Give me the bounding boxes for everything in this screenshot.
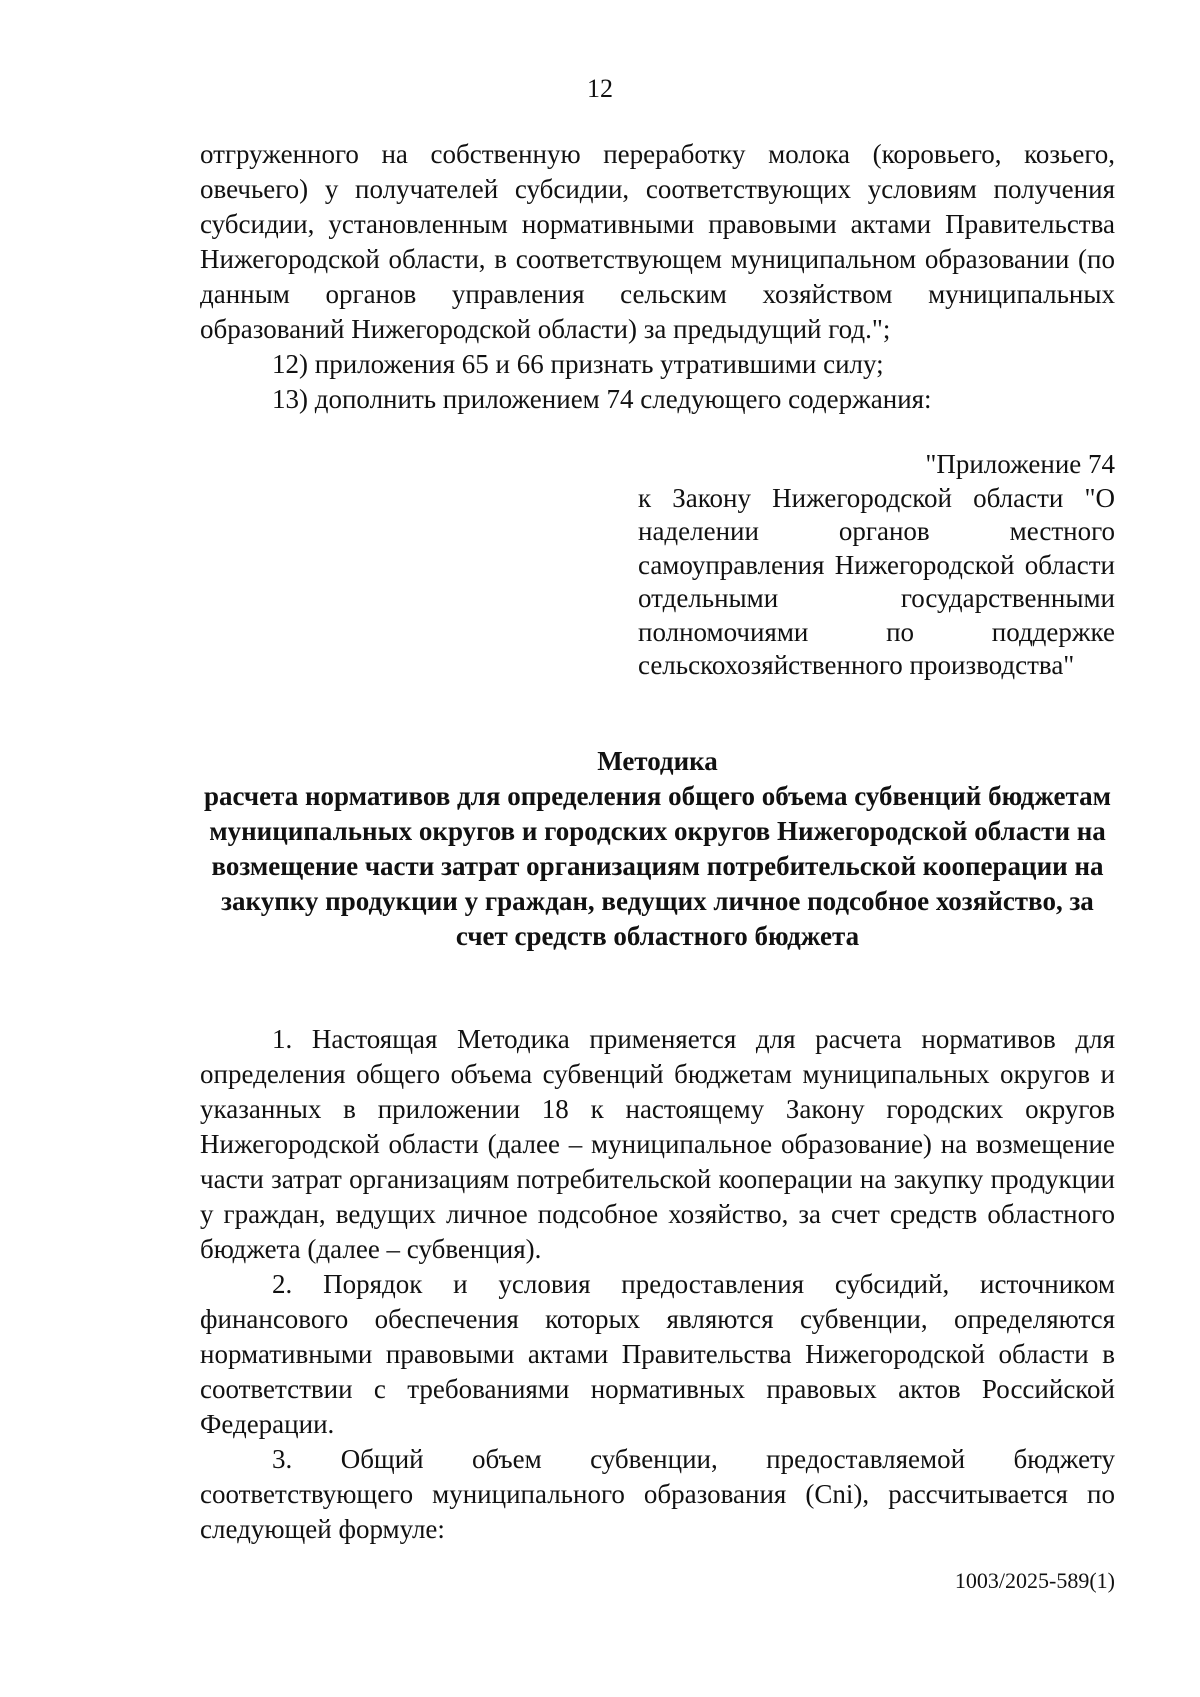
item-12: 12) приложения 65 и 66 признать утратившими силу; [272,349,884,379]
page-number: 12 [587,74,613,103]
methodology-heading: Методика [597,746,718,776]
clause-1: 1. Настоящая Методика применяется для расчета нормативов для определения общего объема субвенций бюджетам муниципальных округов и указанных в приложении 18 к настоящему Закону городских округов Нижегородской области (далее – муниципальное образование) на возмещение части затрат организациям потребительской кооперации на закупку продукции у граждан, ведущих личное подсобное хозяйство, за счет средств областного бюджета (далее – субвенция). [200,1024,1115,1264]
intro-paragraph: отгруженного на собственную переработку молока (коровьего, козьего, овечьего) у получателей субсидии, соответствующих условиям получения субсидии, установленным нормативными правовыми актами Правительства Нижегородской области, в соответствующем муниципальном образовании (по данным органов управления сельским хозяйством муниципальных образований Нижегородской области) за предыдущий год."; [200,139,1115,344]
appendix-reference: к Закону Нижегородской области "О наделении органов местного самоуправления Нижегородской области отдельными государственными полномочиями по поддержке сельскохозяйственного производства" [638,482,1115,680]
methodology-title [200,744,1115,954]
document-code: 1003/2025-589(1) [954,1568,1115,1593]
clauses-section [200,1022,1115,1547]
appendix-header [638,448,1115,683]
clause-2: 2. Порядок и условия предоставления субсидий, источником финансового обеспечения которых являются субвенции, определяются нормативными правовыми актами Правительства Нижегородской области в соответствии с требованиями нормативных правовых актов Российской Федерации. [200,1269,1115,1439]
appendix-title: "Приложение 74 [925,449,1115,479]
intro-section [200,137,1115,417]
clause-3: 3. Общий объем субвенции, предоставляемой бюджету соответствующего муниципального образования (Cni), рассчитывается по следующей формуле: [200,1444,1115,1544]
item-13: 13) дополнить приложением 74 следующего содержания: [272,384,932,414]
methodology-subtitle: расчета нормативов для определения общего объема субвенций бюджетам муниципальных округов и городских округов Нижегородской области на возмещение части затрат организациям потребительской кооперации на закупку продукции у граждан, ведущих личное подсобное хозяйство, за счет средств областного бюджета [203,781,1112,951]
